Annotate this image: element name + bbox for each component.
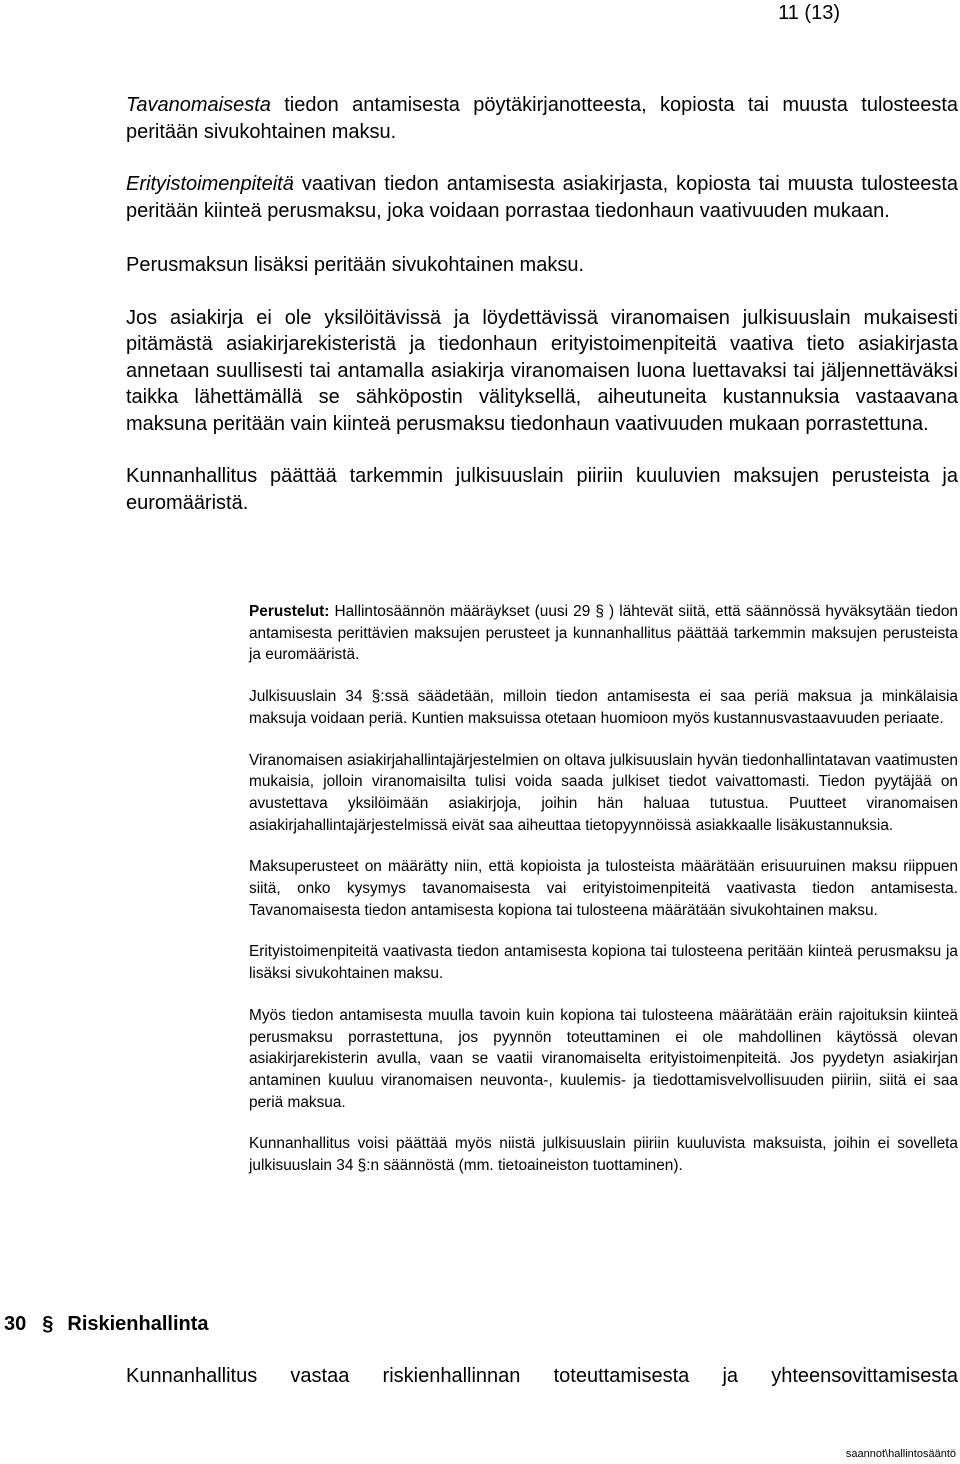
section-title: Riskienhallinta: [67, 1313, 209, 1335]
paragraph-page-fee: Perusmaksun lisäksi peritään sivukohtainen maksu.: [126, 254, 584, 276]
section-first-line: Kunnanhallitus vastaa riskienhallinnan toteuttamisesta ja yhteensovittamisesta: [126, 1365, 958, 1387]
paragraph-ordinary-fee: [126, 92, 958, 145]
rationale-paragraph: [249, 601, 958, 666]
section-heading: [4, 1313, 209, 1336]
rationale-paragraph: Erityistoimenpiteitä vaativasta tiedon antamisesta kopiona tai tulosteena peritään kiinteä perusmaksu ja lisäksi sivukohtainen maksu.: [249, 943, 958, 983]
section-symbol: §: [42, 1313, 54, 1335]
main-text: [126, 92, 958, 542]
paragraph-board-decision: Kunnanhallitus päättää tarkemmin julkisuuslain piiriin kuuluvien maksujen perusteista ja euromääristä.: [126, 465, 958, 514]
section-number: 30: [4, 1313, 27, 1335]
term-ordinary: Tavanomaisesta: [126, 94, 271, 116]
rationale-paragraph: Julkisuuslain 34 §:ssä säädetään, milloin tiedon antamisesta ei saa periä maksua ja minkälaisia maksuja voidaan periä. Kuntien maksuissa otetaan huomioon myös kustannusvastaavuuden periaate.: [249, 688, 958, 727]
paragraph-text: tiedon antamisesta pöytäkirjanotteesta, kopiosta tai muusta tulosteesta peritään sivukohtainen maksu.: [126, 94, 958, 143]
rationale-label: Perustelut:: [249, 603, 330, 620]
file-path: saannot\hallintosääntö: [845, 1448, 956, 1460]
rationale-paragraph: Kunnanhallitus voisi päättää myös niistä julkisuuslain piiriin kuuluvista maksuista, joihin ei sovelleta julkisuuslain 34 §:n säännöstä (mm. tietoaineiston tuottaminen).: [249, 1135, 958, 1175]
rationale-text: Hallintosäännön määräykset (uusi 29 § ) lähtevät siitä, että säännössä hyväksytään tiedon antamisesta perittävien maksujen perusteet ja kunnanhallitus päättää tarkemmin maksujen perusteista ja euromääristä.: [249, 603, 958, 664]
term-special: Erityistoimenpiteitä: [126, 173, 294, 195]
rationale-paragraph: Maksuperusteet on määrätty niin, että kopioista ja tulosteista määrätään erisuuruinen maksu riippuen siitä, onko kysymys tavanomaisesta vai erityistoimenpiteitä vaativasta tiedon antamisesta. Tavanomaisesta tiedon antamisesta kopiona tai tulosteena määrätään sivukohtainen maksu.: [249, 858, 958, 919]
paragraph-records-search: Jos asiakirja ei ole yksilöitävissä ja löydettävissä viranomaisen julkisuuslain mukaisesti pitämästä asiakirjarekisteristä ja tiedonhaun erityistoimenpiteitä vaativa tieto asiakirjasta annetaan suullisesti tai antamalla asiakirja viranomaisen luona luettavaksi tai jäljennettäväksi taikka lähettämällä se sähköpostin välityksellä, aiheutuneita kustannuksia vastaavana maksuna peritään vain kiinteä perusmaksu tiedonhaun vaativuuden mukaan porrastettuna.: [126, 306, 958, 435]
rationale-paragraph: Myös tiedon antamisesta muulla tavoin kuin kopiona tai tulosteena määrätään eräin rajoituksin kiinteä perusmaksu porrastettuna, jos pyynnön toteuttaminen ei ole mahdollinen käytössä olevan asiakirjarekisterin avulla, vaan se vaatii viranomaiselta erityistoimenpiteitä. Jos pyydetyn asiakirjan antaminen kuuluu viranomaisen neuvonta-, kuulemis- ja tiedottamisvelvollisuuden piiriin, siitä ei saa periä maksua.: [249, 1006, 958, 1111]
page-number: 11 (13): [778, 2, 840, 24]
rationale-paragraph: Viranomaisen asiakirjahallintajärjestelmien on oltava julkisuuslain hyvän tiedonhallintatavan vaatimusten mukaisia, jolloin viranomaisilta tulisi voida saada julkiset tiedot vaivattomasti. Tiedon pyytäjää on avustettava yksilöimään asiakirjoja, joihin hän haluaa tutustua. Puutteet viranomaisen asiakirjahallintajärjestelmissä eivät saa aiheuttaa tietopyynnöissä asiakkaalle lisäkustannuksia.: [249, 751, 958, 834]
rationale-block: [249, 601, 958, 1197]
paragraph-special-fee: [126, 171, 958, 224]
paragraph-text: vaativan tiedon antamisesta asiakirjasta, kopiosta tai muusta tulosteesta peritään kiinteä perusmaksu, joka voidaan porrastaa tiedonhaun vaativuuden mukaan.: [126, 173, 958, 222]
